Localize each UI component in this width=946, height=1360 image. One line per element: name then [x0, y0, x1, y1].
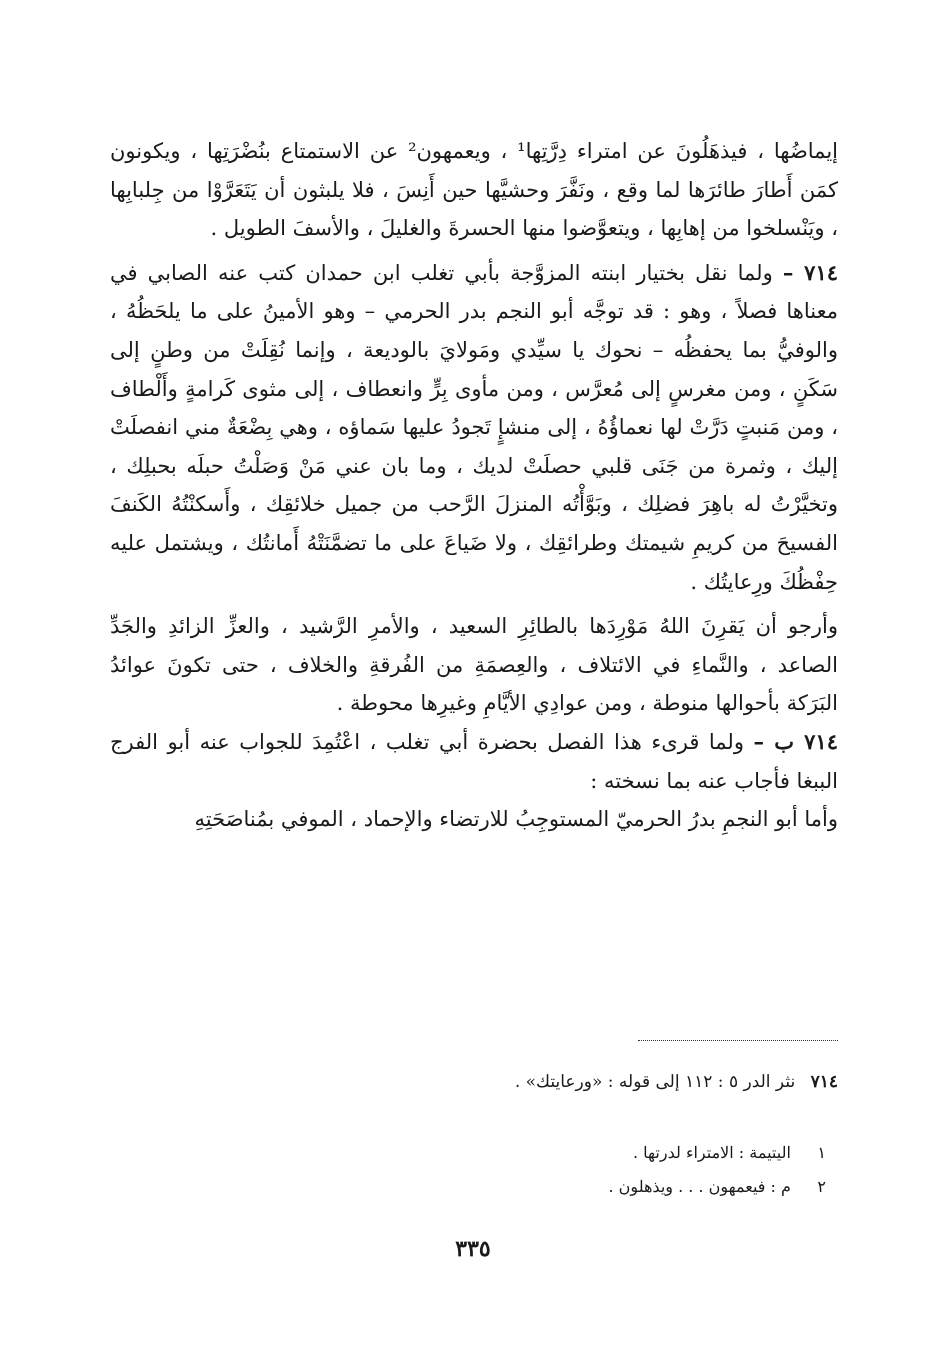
page-number: ٣٣٥ — [455, 1236, 491, 1262]
paragraph-5 — [110, 800, 838, 839]
paragraph-3 — [110, 607, 838, 723]
paragraph-text: ولما نقل بختيار ابنته المزوَّجة بأبي تغلب ابن حمدان كتب عنه الصابي في معناها فصلاً ، وهو : قد توجَّه أبو النجم بدر الحرمي – وهو الأمينُ على ما يلحَظُهُ ، والوفيُّ بما يحفظُه – نحوك يا سيِّدي ومَولايَ بالوديعة ، وإنما نُقِلَتْ من وطنٍ إلى سَكَنٍ ، ومن مغرسٍ إلى مُعرَّس ، ومن مأوى بِرٍّ وانعطاف ، إلى مثوى كَرامةٍ وأَلْطاف ، ومن مَنبتٍ دَرَّتْ لها نعماؤُهُ ، إلى منشإٍ تَجودُ عليها سَماؤه ، وهي بِضْعَةٌ مني انفصلَتْ إليك ، وثمرة من جَنَى قلبي حصلَتْ لديك ، وما بان عني مَنْ وَصَلْتُ حبلَه بحبلِك ، وتخيَّرْتُ له باهِرَ فضلِك ، وبَوَّأْتُه المنزلَ الرَّحب من جميل خلائقِك ، وأَسكنْتُهُ الكَنفَ الفسيحَ من كريمِ شيمتك وطرائقِك ، ولا ضَياعَ على ما تضمَّنَتْهُ أَمانتُك ، ويشتمل عليه حِفْظُكَ ورِعايتُك . — [110, 260, 838, 594]
footnote-number: ١ — [817, 1143, 826, 1162]
paragraph-text: ولما قرىء هذا الفصل بحضرة أبي تغلب ، اعْتُمِدَ للجواب عنه أبو الفرج الببغا فأجاب عنه بما نسخته : — [110, 729, 838, 793]
footnotes — [110, 1136, 826, 1204]
paragraph-714b — [110, 723, 838, 800]
source-note-number: ٧١٤ — [810, 1072, 838, 1092]
main-text — [110, 132, 838, 839]
source-note-text: نثر الدر ٥ : ١١٢ إلى قوله : «ورعايتك» . — [514, 1072, 796, 1092]
paragraph-text: وأما أبو النجمِ بدرُ الحرميّ المستوجِبُ للارتضاء والإحماد ، الموفي بمُناصَحَتِهِ — [194, 807, 838, 832]
paragraph-number: ٧١٤ – — [782, 259, 839, 285]
paragraph-text: إيماضُها ، فيذهَلُونَ عن امتراء دِرَّتِها¹ ، ويعمهون² عن الاستمتاع بنُضْرَتِها ، ويكونون كمَن أَطارَ طائرَها لما وقع ، ونَفَّرَ وحشيَّها حين أَنِسَ ، فلا يلبثون أن يَتَعَرَّوْا من جِلبابِها ، ويَنْسلخوا من إهابِها ، ويتعوَّضوا منها الحسرةَ والغليلَ ، والأسفَ الطويل . — [110, 139, 838, 241]
footnote-separator — [638, 1040, 838, 1041]
footnote-item — [110, 1136, 826, 1170]
footnote-text: م : فيعمهون . . . ويذهلون . — [608, 1177, 791, 1196]
footnote-number: ٢ — [817, 1177, 826, 1196]
footnote-item — [110, 1170, 826, 1204]
footnote-text: اليتيمة : الامتراء لدرتها . — [632, 1143, 791, 1162]
paragraph-number: ٧١٤ ب – — [753, 728, 838, 754]
paragraph-text: وأرجو أن يَقرِنَ اللهُ مَوْرِدَها بالطائِرِ السعيد ، والأمرِ الرَّشيد ، والعزِّ الزائدِ والجَدِّ الصاعد ، والنَّماءِ في الائتلاف ، والعِصمَةِ من الفُرقةِ والخلاف ، حتى تكونَ عوائدُ البَرَكة بأحوالها منوطة ، ومن عوادِي الأيَّامِ وغيرِها محوطة . — [110, 614, 838, 716]
paragraph-1 — [110, 132, 838, 248]
source-note — [110, 1068, 838, 1096]
paragraph-714 — [110, 254, 838, 601]
